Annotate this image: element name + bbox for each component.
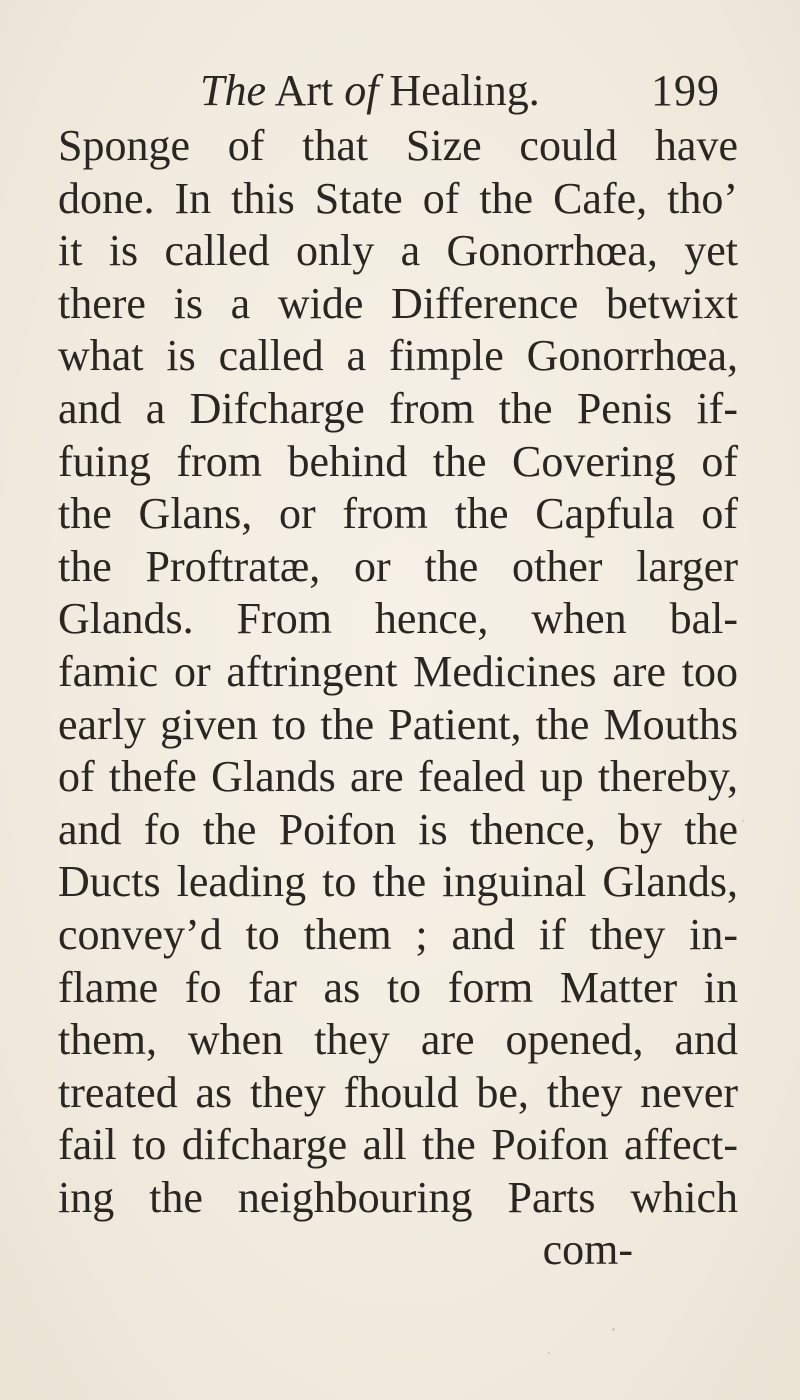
text-line: and fo the Poifon is thence, by the — [58, 804, 738, 854]
running-head-title — [200, 66, 540, 116]
text-line: of thefe Glands are fealed up thereby, — [58, 752, 738, 802]
text-line: flame fo far as to form Matter in — [58, 962, 738, 1012]
text-line: ing the neighbouring Parts which — [58, 1172, 738, 1222]
text-line: Sponge of that Size could have — [58, 121, 738, 170]
running-head-healing: Healing. — [378, 66, 540, 115]
running-head-the: The — [200, 66, 266, 115]
body-text — [58, 120, 738, 1277]
text-line: treated as they fhould be, they never — [58, 1067, 738, 1117]
page-number: 199 — [651, 66, 720, 115]
text-line: and a Difcharge from the Penis if- — [58, 383, 738, 433]
running-head-of: of — [344, 66, 379, 115]
text-line: done. In this State of the Cafe, tho’ — [58, 173, 738, 223]
text-line: the Proftratæ, or the other larger — [58, 541, 738, 591]
paper-speck — [612, 1328, 615, 1331]
paper-speck — [742, 820, 744, 822]
running-head-art: Art — [266, 66, 345, 115]
catchword: com- — [542, 1225, 633, 1275]
text-line: famic or aftringent Medicines are too — [58, 646, 738, 696]
paper-speck — [548, 1352, 550, 1354]
text-line: Glands. From hence, when bal- — [58, 594, 738, 644]
text-line: them, when they are opened, and — [58, 1015, 738, 1065]
text-line: fuing from behind the Covering of — [58, 436, 738, 486]
text-line: Ducts leading to the inguinal Glands, — [58, 857, 738, 907]
text-line: fail to difcharge all the Poifon affect- — [58, 1120, 738, 1170]
text-line: convey’d to them ; and if they in- — [58, 909, 738, 959]
text-line: it is called only a Gonorrhœa, yet — [58, 226, 738, 276]
text-line: early given to the Patient, the Mouths — [58, 699, 738, 749]
text-line: the Glans, or from the Capfula of — [58, 489, 738, 539]
running-head — [200, 66, 720, 116]
text-line: there is a wide Difference betwixt — [58, 278, 738, 328]
text-line: what is called a fimple Gonorrhœa, — [58, 331, 738, 381]
